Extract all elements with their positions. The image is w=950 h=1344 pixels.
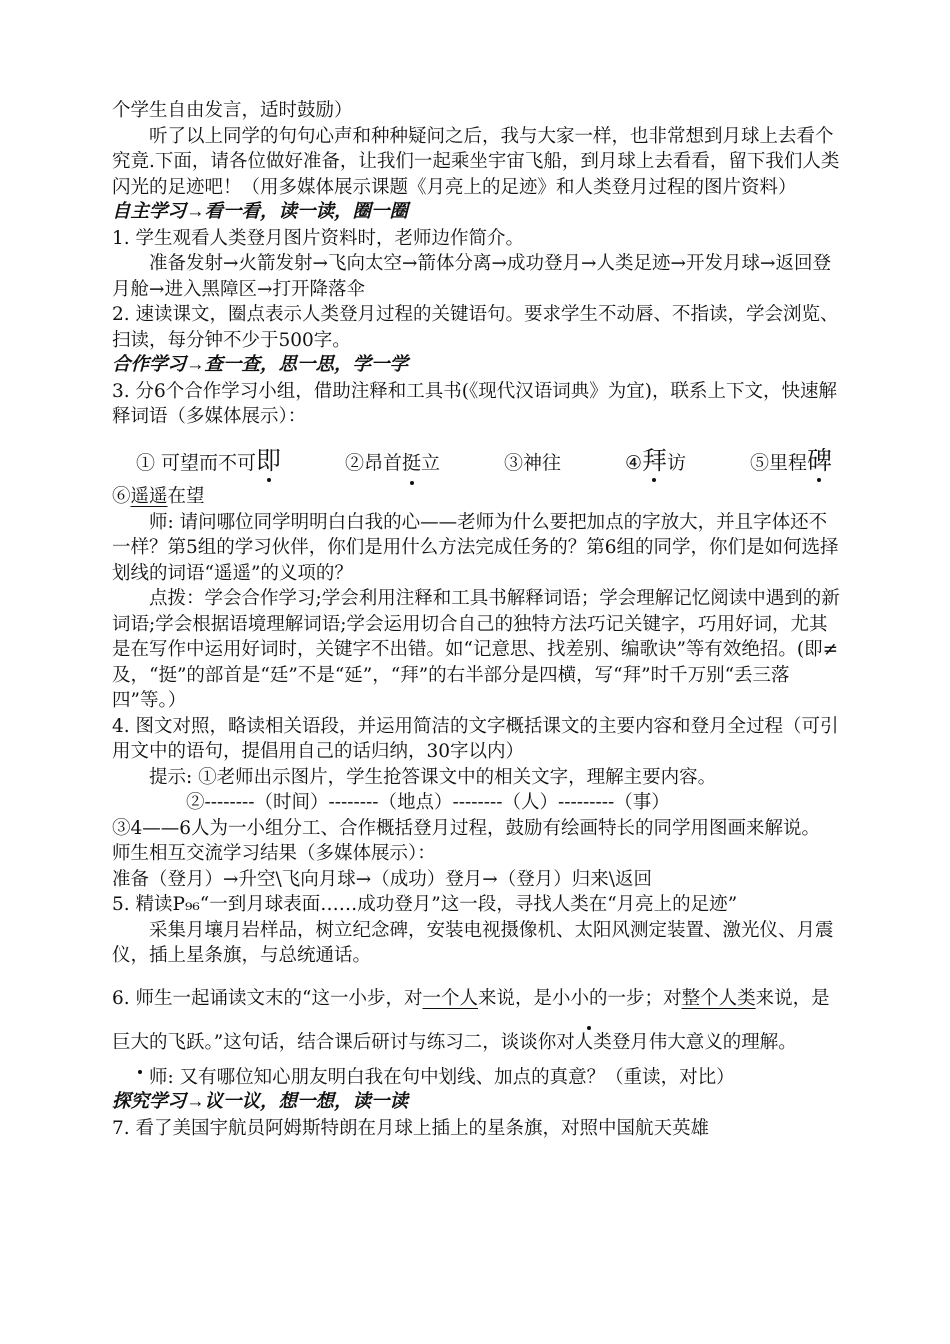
emphasized-char: 拜 xyxy=(641,445,667,475)
dotted-word: 巨大的 xyxy=(112,1021,168,1065)
dotted-word: 小小的一 xyxy=(552,977,626,1021)
paragraph: 5. 精读P₉₆“一到月球表面……成功登月”这一段，寻找人类在“月亮上的足迹” xyxy=(112,894,738,915)
document-page xyxy=(112,98,842,1141)
section-heading: 自主学习→看一看，读一读，圈一圈 xyxy=(112,202,409,222)
emphasized-char: 挺 xyxy=(402,451,421,477)
text: 来说，是 xyxy=(755,987,830,1009)
term-1 xyxy=(136,445,282,477)
section-heading: 探究学习→议一议，想一想，读一读 xyxy=(112,1092,409,1112)
term-text: 访 xyxy=(667,451,687,474)
term-text: ⑤里程 xyxy=(749,451,807,474)
paragraph: 点拨：学会合作学习;学会利用注释和工具书解释词语；学会理解记忆阅读中遇到的新词语;学会根据语境理解词语;学会运用切合自己的独特方法巧记关键字，巧用好词，尤其是在写作中运用好词时，关键字不出错。如“记意思、找差别、编歌诀”等有效绝招。(即≠及，“挺”的部首是“廷”不是“延”，“拜”的右半部分是四横，写“拜”时千万别“丢三落四”等。） xyxy=(112,588,840,711)
paragraph: 2. 速读课文，圈点表示人类登月过程的关键语句。要求学生不动唇、不指读，学会浏览、扫读，每分钟不少于500字。 xyxy=(112,304,839,351)
term-3: ③神往 xyxy=(503,451,561,474)
paragraph: 师: 又有哪位知心朋友明白我在句中划线、加点的真意？（重读，对比） xyxy=(149,1066,735,1088)
paragraph: ③4——6人为一小组分工、合作概括登月过程，鼓励有绘画特长的同学用图画来解说。 xyxy=(112,817,821,839)
paragraph: 准备（登月）→升空\飞向月球→（成功）登月→（登月）归来\返回 xyxy=(112,868,652,890)
paragraph: 采集月壤月岩样品，树立纪念碑，安装电视摄像机、太阳风测定装置、激光仪、月震仪，插上星条旗，与总统通话。 xyxy=(112,919,834,966)
vocabulary-terms xyxy=(112,445,842,477)
paragraph: 师生相互交流学习结果（多媒体展示）： xyxy=(112,843,436,864)
paragraph: 准备发射→火箭发射→飞向太空→箭体分离→成功登月→人类足迹→开发月球→返回登月舱→进入黑障区→打开降落伞 xyxy=(112,253,832,300)
term-6 xyxy=(112,484,842,510)
underlined-word: 遥遥 xyxy=(130,486,168,507)
paragraph: 4. 图文对照，略读相关语段，并运用简洁的文字概括课文的主要内容和登月全过程（可引用文中的语句，提倡用自己的话归纳，30字以内） xyxy=(112,715,839,762)
paragraph: 3. 分6个合作学习小组，借助注释和工具书(《现代汉语词典》为宜)，联系上下文，快速解释词语（多媒体展示）： xyxy=(112,380,837,427)
term-text: ⑥ xyxy=(112,486,131,507)
paragraph: 提示: ①老师出示图片，学生抢答课文中的相关文字，理解主要内容。 xyxy=(149,766,717,788)
text: 来说，是 xyxy=(478,987,553,1009)
paragraph: 师: 请问哪位同学明明白白我的心——老师为什么要把加点的字放大，并且字体还不一样？第5组的学习伙伴，你们是用什么方法完成任务的？第6组的同学，你们是如何选择划线的词语“遥遥”的义项的？ xyxy=(112,511,839,584)
term-2 xyxy=(345,451,440,477)
term-text: 在望 xyxy=(167,486,205,507)
text: 步；对 xyxy=(626,987,682,1009)
section-heading: 合作学习→查一查，思一思，学一学 xyxy=(112,355,409,375)
paragraph: 1. 学生观看人类登月图片资料时，老师边作简介。 xyxy=(112,227,525,249)
term-text: ②昂首 xyxy=(345,451,403,474)
term-4 xyxy=(624,445,687,477)
text: 飞跃。”这句话，结合课后研讨与练习二，谈谈你对人类登月伟大意义的理解。 xyxy=(167,1031,797,1053)
term-5 xyxy=(749,445,832,477)
emphasized-char: 碑 xyxy=(806,445,832,475)
text: 6. 师生一起诵读文末的“这一小步，对 xyxy=(112,987,423,1009)
term-text: ① 可望而不可 xyxy=(136,451,257,474)
paragraph: 个学生自由发言，适时鼓励） xyxy=(112,100,353,121)
paragraph-6 xyxy=(112,977,842,1065)
paragraph: ②--------（时间）--------（地点）--------（人）---------（事） xyxy=(186,792,670,813)
paragraph: 听了以上同学的句句心声和种种疑问之后，我与大家一样，也非常想到月球上去看个究竟.下面，请各位做好准备，让我们一起乘坐宇宙飞船，到月球上去看看，留下我们人类闪光的足迹吧！（用多媒体展示课题《月亮上的足迹》和人类登月过程的图片资料） xyxy=(112,125,840,198)
term-text: 立 xyxy=(421,451,441,474)
underlined-word: 一个人 xyxy=(422,987,479,1009)
paragraph: 7. 看了美国宇航员阿姆斯特朗在月球上插上的星条旗，对照中国航天英雄 xyxy=(112,1117,710,1139)
underlined-word: 整个人类 xyxy=(681,987,756,1009)
emphasized-char: 即 xyxy=(256,445,282,475)
term-text: ④ xyxy=(624,451,642,474)
